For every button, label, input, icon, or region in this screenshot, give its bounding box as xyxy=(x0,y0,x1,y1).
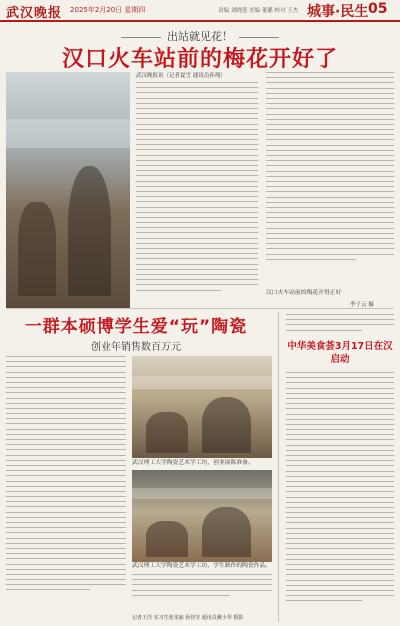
text-line xyxy=(286,434,394,435)
text-line xyxy=(286,595,394,596)
photo-shelf xyxy=(132,376,272,388)
text-line xyxy=(286,393,394,394)
text-line xyxy=(136,191,258,192)
text-line xyxy=(6,553,126,554)
second-subhead: 创业年销售数百万元 xyxy=(91,342,181,353)
text-line xyxy=(136,186,258,187)
text-line xyxy=(6,434,126,435)
text-line xyxy=(286,465,394,466)
text-line xyxy=(6,413,126,414)
text-line xyxy=(136,113,258,114)
text-line xyxy=(6,444,126,445)
text-line xyxy=(266,217,394,218)
text-line xyxy=(266,222,394,223)
text-line xyxy=(286,502,394,503)
text-line xyxy=(266,124,394,125)
text-line xyxy=(6,470,126,471)
text-line xyxy=(136,279,258,280)
second-text-col-2 xyxy=(132,574,272,612)
text-line xyxy=(136,264,258,265)
photo-sky xyxy=(6,119,130,147)
masthead xyxy=(0,0,400,22)
text-line xyxy=(6,491,126,492)
text-line xyxy=(266,155,394,156)
text-line xyxy=(286,450,394,451)
ceramics-caption-1: 武汉理工大学陶瓷艺术学工坊，创业展陈准备。 xyxy=(132,460,254,466)
text-line xyxy=(266,98,394,99)
text-line xyxy=(266,171,394,172)
text-line xyxy=(6,558,126,559)
text-line xyxy=(136,284,258,285)
text-line xyxy=(286,564,394,565)
text-line xyxy=(136,207,258,208)
text-line xyxy=(136,248,258,249)
photo-vase xyxy=(146,521,188,558)
photo-vase xyxy=(202,507,251,558)
text-line xyxy=(286,486,394,487)
text-line xyxy=(6,418,126,419)
text-line xyxy=(286,445,394,446)
text-line xyxy=(6,449,126,450)
text-line xyxy=(6,501,126,502)
text-line xyxy=(6,486,126,487)
text-line xyxy=(6,382,126,383)
text-line xyxy=(136,201,258,202)
text-line xyxy=(6,584,126,585)
text-line xyxy=(266,88,394,89)
story-divider xyxy=(6,308,394,309)
text-line xyxy=(136,227,258,228)
text-line xyxy=(286,580,394,581)
text-line xyxy=(286,548,394,549)
lead-text-col-1 xyxy=(136,72,258,308)
text-line xyxy=(6,589,90,590)
text-line xyxy=(286,590,394,591)
text-line xyxy=(6,506,126,507)
second-headline: 一群本硕博学生爱“玩”陶瓷 xyxy=(24,317,248,337)
text-line xyxy=(136,243,258,244)
text-line xyxy=(286,408,394,409)
text-line xyxy=(136,196,258,197)
text-line xyxy=(6,372,126,373)
text-line xyxy=(286,330,362,331)
text-line xyxy=(136,124,258,125)
text-line xyxy=(136,269,258,270)
text-line xyxy=(286,517,394,518)
text-line xyxy=(286,314,394,315)
text-line xyxy=(6,387,126,388)
text-line xyxy=(6,408,126,409)
lead-photo xyxy=(6,72,130,308)
text-line xyxy=(6,543,126,544)
text-line xyxy=(136,212,258,213)
text-line xyxy=(266,108,394,109)
text-line xyxy=(6,512,126,513)
text-line xyxy=(136,144,258,145)
text-line xyxy=(266,176,394,177)
text-line xyxy=(286,528,394,529)
lead-byline: 武汉晚报讯（记者夏雪 通讯员孙翔） xyxy=(136,73,226,79)
text-line xyxy=(6,564,126,565)
text-line xyxy=(136,160,258,161)
text-line xyxy=(136,238,258,239)
text-line xyxy=(286,600,362,601)
text-line xyxy=(286,554,394,555)
lead-headline: 汉口火车站前的梅花开好了 xyxy=(61,47,338,72)
text-line xyxy=(136,232,258,233)
lead-caption: 汉口火车站前的梅花开得正好 xyxy=(266,290,342,296)
paper-logo: 武汉晚报 xyxy=(6,6,63,21)
text-line xyxy=(286,522,394,523)
text-line xyxy=(286,476,394,477)
text-line xyxy=(132,595,230,596)
text-line xyxy=(6,361,126,362)
text-line xyxy=(286,497,394,498)
photo-figure xyxy=(146,412,188,453)
text-line xyxy=(266,103,394,104)
text-line xyxy=(6,579,126,580)
text-line xyxy=(286,481,394,482)
text-line xyxy=(266,72,394,73)
right-text-top xyxy=(286,314,394,338)
text-line xyxy=(6,356,126,357)
text-line xyxy=(266,160,394,161)
text-line xyxy=(136,290,221,291)
text-line xyxy=(286,512,394,513)
text-line xyxy=(286,414,394,415)
text-line xyxy=(6,522,126,523)
text-line xyxy=(132,590,272,591)
text-line xyxy=(6,475,126,476)
text-line xyxy=(136,175,258,176)
text-line xyxy=(266,114,394,115)
text-line xyxy=(6,569,126,570)
text-line xyxy=(286,439,394,440)
text-line xyxy=(266,191,394,192)
text-line xyxy=(286,319,394,320)
text-line xyxy=(6,429,126,430)
photo-blossoms xyxy=(68,166,111,296)
ceramics-caption-2: 武汉理工大学陶瓷艺术学工坊，学生制作的陶瓷作品。 xyxy=(132,563,272,569)
text-line xyxy=(286,382,394,383)
text-line xyxy=(6,460,126,461)
text-line xyxy=(6,538,126,539)
text-line xyxy=(286,460,394,461)
text-line xyxy=(286,538,394,539)
text-line xyxy=(6,496,126,497)
text-line xyxy=(266,139,394,140)
text-line xyxy=(286,388,394,389)
page-number: 05 xyxy=(368,1,388,17)
text-line xyxy=(266,119,394,120)
text-line xyxy=(286,574,394,575)
text-line xyxy=(266,254,394,255)
text-line xyxy=(286,398,394,399)
second-text-col-1 xyxy=(6,356,126,622)
text-line xyxy=(6,392,126,393)
text-line xyxy=(6,423,126,424)
text-line xyxy=(286,419,394,420)
text-line xyxy=(266,150,394,151)
text-line xyxy=(136,253,258,254)
text-line xyxy=(266,202,394,203)
text-line xyxy=(266,248,394,249)
text-line xyxy=(266,77,394,78)
text-line xyxy=(266,207,394,208)
text-line xyxy=(286,533,394,534)
text-line xyxy=(136,181,258,182)
food-fair-headline: 中华美食荟3月17日在汉启动 xyxy=(287,341,393,365)
text-line xyxy=(132,579,272,580)
photo-figure xyxy=(202,397,251,453)
text-line xyxy=(136,155,258,156)
text-line xyxy=(6,403,126,404)
text-line xyxy=(286,403,394,404)
second-photo-credit: 记者王洋 实习生张雯丽 孙佳莹 通讯员戴小琴 摄影 xyxy=(132,615,244,621)
lead-text-col-2 xyxy=(266,72,394,288)
text-line xyxy=(266,212,394,213)
text-line xyxy=(136,92,258,93)
ceramics-photo-2 xyxy=(132,470,272,562)
text-line xyxy=(136,258,258,259)
text-line xyxy=(266,186,394,187)
text-line xyxy=(286,507,394,508)
right-text-body xyxy=(286,372,394,622)
text-line xyxy=(136,274,258,275)
text-line xyxy=(136,134,258,135)
text-line xyxy=(266,233,394,234)
text-line xyxy=(286,471,394,472)
text-line xyxy=(286,424,394,425)
text-line xyxy=(286,569,394,570)
text-line xyxy=(286,543,394,544)
text-line xyxy=(266,93,394,94)
text-line xyxy=(136,82,258,83)
text-line xyxy=(6,481,126,482)
text-line xyxy=(286,429,394,430)
kicker-rule-left xyxy=(121,37,161,38)
text-line xyxy=(286,585,394,586)
text-line xyxy=(266,129,394,130)
text-line xyxy=(6,377,126,378)
text-line xyxy=(6,439,126,440)
text-line xyxy=(136,98,258,99)
text-line xyxy=(6,366,126,367)
text-line xyxy=(266,238,394,239)
section-title: 城事·民生 xyxy=(307,4,369,20)
kicker-text: 出站就见花！ xyxy=(167,30,233,43)
text-line xyxy=(6,517,126,518)
kicker-rule-right xyxy=(239,37,279,38)
column-rule xyxy=(278,312,279,622)
text-line xyxy=(266,243,394,244)
text-line xyxy=(266,259,356,260)
text-line xyxy=(136,217,258,218)
text-line xyxy=(6,465,126,466)
text-line xyxy=(266,134,394,135)
ceramics-photo-1 xyxy=(132,356,272,458)
text-line xyxy=(136,139,258,140)
text-line xyxy=(266,82,394,83)
editors-line: 责编 刘晓莲 美编 董璐 校对 王杰 xyxy=(218,8,299,14)
text-line xyxy=(136,87,258,88)
lead-photo-credit: 李子云 摄 xyxy=(350,302,374,308)
text-line xyxy=(286,559,394,560)
text-line xyxy=(132,584,272,585)
text-line xyxy=(6,455,126,456)
text-line xyxy=(136,165,258,166)
text-line xyxy=(6,398,126,399)
photo-tree xyxy=(18,202,55,296)
text-line xyxy=(136,149,258,150)
issue-date: 2025年2月20日 星期四 xyxy=(70,6,146,14)
text-line xyxy=(136,222,258,223)
text-line xyxy=(132,574,272,575)
text-line xyxy=(266,228,394,229)
text-line xyxy=(136,103,258,104)
text-line xyxy=(286,491,394,492)
text-line xyxy=(286,455,394,456)
text-line xyxy=(266,165,394,166)
text-line xyxy=(136,118,258,119)
text-line xyxy=(6,548,126,549)
text-line xyxy=(266,181,394,182)
text-line xyxy=(6,527,126,528)
text-line xyxy=(286,372,394,373)
text-line xyxy=(286,324,394,325)
text-line xyxy=(286,377,394,378)
photo-shelf xyxy=(132,488,272,499)
text-line xyxy=(136,170,258,171)
text-line xyxy=(266,145,394,146)
text-line xyxy=(266,197,394,198)
text-line xyxy=(6,532,126,533)
text-line xyxy=(6,574,126,575)
text-line xyxy=(136,129,258,130)
text-line xyxy=(136,108,258,109)
